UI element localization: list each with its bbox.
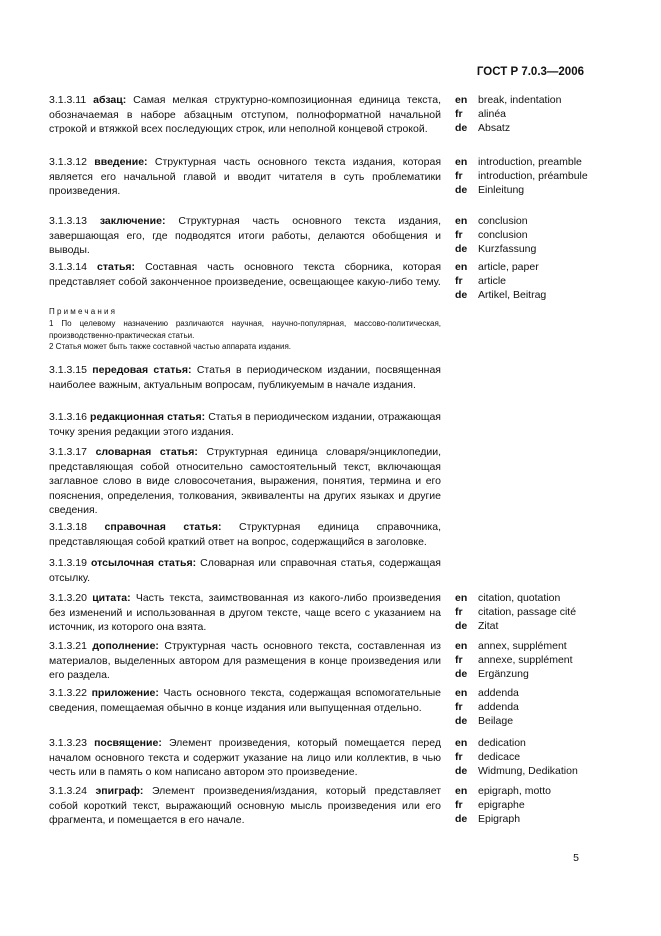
translation-list bbox=[455, 260, 635, 302]
language-code: de bbox=[455, 765, 468, 777]
term-number: 3.1.3.24 bbox=[49, 785, 87, 797]
equivalent-term: citation, passage cité bbox=[478, 606, 577, 618]
language-code: en bbox=[455, 261, 468, 273]
translation-list bbox=[455, 686, 635, 728]
equivalent-term: dedication bbox=[478, 737, 526, 749]
definition-body: Самая мелкая структурно-композиционная единица текста, обозначаемая в наборе абзацным отступом, полноформатной начальной строкой и втяжкой всех последующих строк, или неполной концевой строкой. bbox=[49, 94, 442, 136]
equivalent-term: conclusion bbox=[478, 229, 528, 241]
language-code: fr bbox=[455, 275, 463, 287]
note-item: 1 По целевому назначению различаются научная, научно-популярная, массово-политическая, производственно-практическая статьи. bbox=[49, 318, 441, 340]
equivalent-term: Ergänzung bbox=[478, 668, 529, 680]
equivalent-term: Widmung, Dedikation bbox=[478, 765, 578, 777]
equivalent-term: introduction, preamble bbox=[478, 156, 582, 168]
translation-fr bbox=[455, 605, 635, 619]
translation-en bbox=[455, 93, 635, 107]
translation-en bbox=[455, 784, 635, 798]
translation-en bbox=[455, 639, 635, 653]
definition-text bbox=[49, 410, 441, 439]
translation-de bbox=[455, 667, 635, 681]
definition-text bbox=[49, 686, 441, 715]
translation-de bbox=[455, 183, 635, 197]
language-code: fr bbox=[455, 654, 463, 666]
term-number: 3.1.3.17 bbox=[49, 446, 87, 458]
page-number: 5 bbox=[573, 852, 579, 864]
language-code: fr bbox=[455, 799, 463, 811]
term-number: 3.1.3.14 bbox=[49, 261, 87, 273]
translation-en bbox=[455, 686, 635, 700]
language-code: de bbox=[455, 184, 468, 196]
definition-text bbox=[49, 93, 441, 137]
definition-text bbox=[49, 445, 441, 518]
term-name: введение: bbox=[94, 156, 148, 168]
translation-list bbox=[455, 639, 635, 681]
language-code: fr bbox=[455, 108, 463, 120]
term-name: словарная статья: bbox=[95, 446, 198, 458]
definition-body: Статья в периодическом издании, отражающая точку зрения редакции этого издания. bbox=[49, 411, 441, 438]
equivalent-term: article, paper bbox=[478, 261, 539, 273]
definition-body: Структурная часть основного текста издания, завершающая его, где подводятся итоги работы, делаются обобщения и выводы. bbox=[49, 215, 442, 257]
equivalent-term: annexe, supplément bbox=[478, 654, 573, 666]
term-number: 3.1.3.12 bbox=[49, 156, 87, 168]
language-code: de bbox=[455, 813, 468, 825]
language-code: en bbox=[455, 215, 468, 227]
definition-text bbox=[49, 260, 441, 289]
language-code: fr bbox=[455, 606, 463, 618]
translation-list bbox=[455, 155, 635, 197]
term-number: 3.1.3.22 bbox=[49, 687, 87, 699]
equivalent-term: epigraph, motto bbox=[478, 785, 551, 797]
term-number: 3.1.3.11 bbox=[49, 94, 87, 106]
term-name: дополнение: bbox=[92, 640, 159, 652]
language-code: en bbox=[455, 737, 468, 749]
equivalent-term: Artikel, Beitrag bbox=[478, 289, 547, 301]
translation-list bbox=[455, 214, 635, 256]
translation-en bbox=[455, 591, 635, 605]
definition-text bbox=[49, 155, 441, 199]
equivalent-term: addenda bbox=[478, 687, 519, 699]
language-code: fr bbox=[455, 701, 463, 713]
language-code: de bbox=[455, 122, 468, 134]
term-name: редакционная статья: bbox=[90, 411, 206, 423]
language-code: fr bbox=[455, 229, 463, 241]
term-name: отсылочная статья: bbox=[90, 557, 197, 569]
equivalent-term: conclusion bbox=[478, 215, 528, 227]
equivalent-term: epigraphe bbox=[478, 799, 525, 811]
definition-text bbox=[49, 591, 441, 635]
term-name: передовая статья: bbox=[92, 364, 192, 376]
translation-en bbox=[455, 736, 635, 750]
translation-list bbox=[455, 93, 635, 135]
equivalent-term: dedicace bbox=[478, 751, 521, 763]
translation-list bbox=[455, 591, 635, 633]
language-code: fr bbox=[455, 751, 463, 763]
definition-body: Элемент произведения, который помещается перед началом основного текста и содержит указание на лицо или коллектив, в чью честь или в память о ком написано автором это произведение. bbox=[49, 737, 441, 779]
equivalent-term: Zitat bbox=[478, 620, 499, 632]
equivalent-term: introduction, préambule bbox=[478, 170, 588, 182]
definition-text bbox=[49, 363, 441, 392]
term-name: приложение: bbox=[91, 687, 159, 699]
term-number: 3.1.3.15 bbox=[49, 364, 87, 376]
term-number: 3.1.3.19 bbox=[49, 557, 87, 569]
translation-en bbox=[455, 214, 635, 228]
equivalent-term: article bbox=[478, 275, 507, 287]
equivalent-term: Beilage bbox=[478, 715, 514, 727]
language-code: de bbox=[455, 620, 468, 632]
term-number: 3.1.3.23 bbox=[49, 737, 87, 749]
language-code: en bbox=[455, 592, 468, 604]
translation-de bbox=[455, 812, 635, 826]
translation-fr bbox=[455, 798, 635, 812]
definition-body: Структурная единица словаря/энциклопедии, представляющая собой относительно самостоятельный текст, включающая заглавное слово в виде словосочетания, выражения, понятия, термина и его пояснения, определения, толкования, эквиваленты на других языках и другие сведения. bbox=[49, 446, 441, 517]
equivalent-term: citation, quotation bbox=[478, 592, 561, 604]
definition-text bbox=[49, 736, 441, 780]
term-number: 3.1.3.16 bbox=[49, 411, 87, 423]
equivalent-term: annex, supplément bbox=[478, 640, 567, 652]
language-code: en bbox=[455, 640, 468, 652]
translation-list bbox=[455, 784, 635, 826]
translation-de bbox=[455, 121, 635, 135]
language-code: en bbox=[455, 156, 468, 168]
language-code: de bbox=[455, 668, 468, 680]
translation-de bbox=[455, 242, 635, 256]
definition-text bbox=[49, 520, 441, 549]
translation-fr bbox=[455, 750, 635, 764]
term-number: 3.1.3.18 bbox=[49, 521, 87, 533]
translation-en bbox=[455, 260, 635, 274]
term-name: заключение: bbox=[99, 215, 166, 227]
language-code: en bbox=[455, 687, 468, 699]
document-code: ГОСТ Р 7.0.3—2006 bbox=[476, 66, 584, 78]
translation-list bbox=[455, 736, 635, 778]
definition-body: Часть основного текста, содержащая вспомогательные сведения, помещаемая обычно в конце издания или выпущенная отдельно. bbox=[49, 687, 442, 714]
note-item: 2 Статья может быть также составной частью аппарата издания. bbox=[49, 342, 291, 352]
definition-text bbox=[49, 556, 441, 585]
language-code: en bbox=[455, 785, 468, 797]
equivalent-term: addenda bbox=[478, 701, 519, 713]
definition-text bbox=[49, 784, 441, 828]
definition-body: Структурная часть основного текста, составленная из материалов, выделенных автором для размещения в конце произведения или его раздела. bbox=[49, 640, 441, 682]
translation-de bbox=[455, 619, 635, 633]
term-number: 3.1.3.20 bbox=[49, 592, 87, 604]
language-code: de bbox=[455, 243, 468, 255]
definition-body: Статья в периодическом издании, посвященная наиболее важным, актуальным вопросам, публикуемым в начале издания. bbox=[49, 364, 441, 391]
translation-fr bbox=[455, 653, 635, 667]
translation-fr bbox=[455, 169, 635, 183]
language-code: de bbox=[455, 715, 468, 727]
term-number: 3.1.3.13 bbox=[49, 215, 87, 227]
translation-de bbox=[455, 764, 635, 778]
notes-title: Примечания bbox=[49, 307, 118, 316]
term-name: цитата: bbox=[92, 592, 131, 604]
equivalent-term: Einleitung bbox=[478, 184, 525, 196]
equivalent-term: Epigraph bbox=[478, 813, 521, 825]
translation-fr bbox=[455, 107, 635, 121]
translation-de bbox=[455, 714, 635, 728]
term-name: справочная статья: bbox=[104, 521, 222, 533]
translation-fr bbox=[455, 228, 635, 242]
equivalent-term: alinéa bbox=[478, 108, 507, 120]
definition-body: Составная часть основного текста сборника, которая представляет собой законченное произведение, освещающее какую-либо тему. bbox=[49, 261, 442, 288]
definition-body: Словарная или справочная статья, содержащая отсылку. bbox=[49, 557, 441, 584]
equivalent-term: Kurzfassung bbox=[478, 243, 537, 255]
definition-body: Структурная единица справочника, представляющая собой краткий ответ на вопрос, содержащийся в заголовке. bbox=[49, 521, 441, 548]
translation-en bbox=[455, 155, 635, 169]
definition-text bbox=[49, 639, 441, 683]
definition-body: Часть текста, заимствованная из какого-либо произведения без изменений и использованная в другом тексте, чаще всего с указанием на источник, из которого она взята. bbox=[49, 592, 441, 634]
translation-fr bbox=[455, 274, 635, 288]
definition-body: Элемент произведения/издания, который представляет собой короткий текст, выражающий основную мысль произведения или его фрагмента, и помещается в его начале. bbox=[49, 785, 442, 827]
term-name: статья: bbox=[97, 261, 136, 273]
language-code: fr bbox=[455, 170, 463, 182]
translation-de bbox=[455, 288, 635, 302]
language-code: en bbox=[455, 94, 468, 106]
equivalent-term: Absatz bbox=[478, 122, 511, 134]
equivalent-term: break, indentation bbox=[478, 94, 562, 106]
term-name: эпиграф: bbox=[95, 785, 144, 797]
term-number: 3.1.3.21 bbox=[49, 640, 87, 652]
language-code: de bbox=[455, 289, 468, 301]
term-name: посвящение: bbox=[94, 737, 162, 749]
notes-block bbox=[49, 306, 441, 353]
definition-body: Структурная часть основного текста издания, которая является его начальной главой и вводит читателя в суть проблематики произведения. bbox=[49, 156, 442, 198]
definition-text bbox=[49, 214, 441, 258]
term-name: абзац: bbox=[93, 94, 127, 106]
translation-fr bbox=[455, 700, 635, 714]
